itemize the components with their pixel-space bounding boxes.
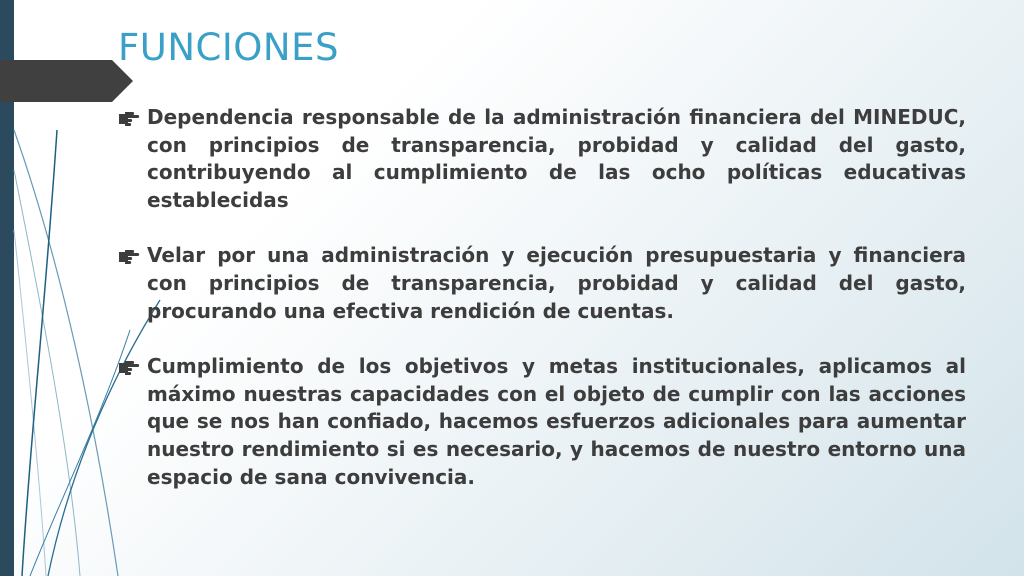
bullet-text: Velar por una administración y ejecución presupuestaria y financiera con principios de transparencia, probidad y calidad del gasto, procurando una efectiva rendición de cuentas. [147,243,966,323]
list-item [118,242,966,325]
title-accent-tab [0,60,133,102]
hand-pointer-icon [118,248,140,264]
hand-pointer-icon [118,110,140,126]
slide-title: FUNCIONES [118,26,339,69]
bullet-text: Dependencia responsable de la administración financiera del MINEDUC, con principios de transparencia, probidad y calidad del gasto, contribuyendo al cumplimiento de las ocho políticas educativas establecidas [147,105,966,212]
bullet-list [118,104,966,519]
hand-pointer-icon [118,359,140,375]
list-item [118,104,966,214]
bullet-text: Cumplimiento de los objetivos y metas institucionales, aplicamos al máximo nuestras capacidades con el objeto de cumplir con las acciones que se nos han confiado, hacemos esfuerzos adicionales para aumentar nuestro rendimiento si es necesario, y hacemos de nuestro entorno una espacio de sana convivencia. [147,354,966,489]
list-item [118,353,966,491]
